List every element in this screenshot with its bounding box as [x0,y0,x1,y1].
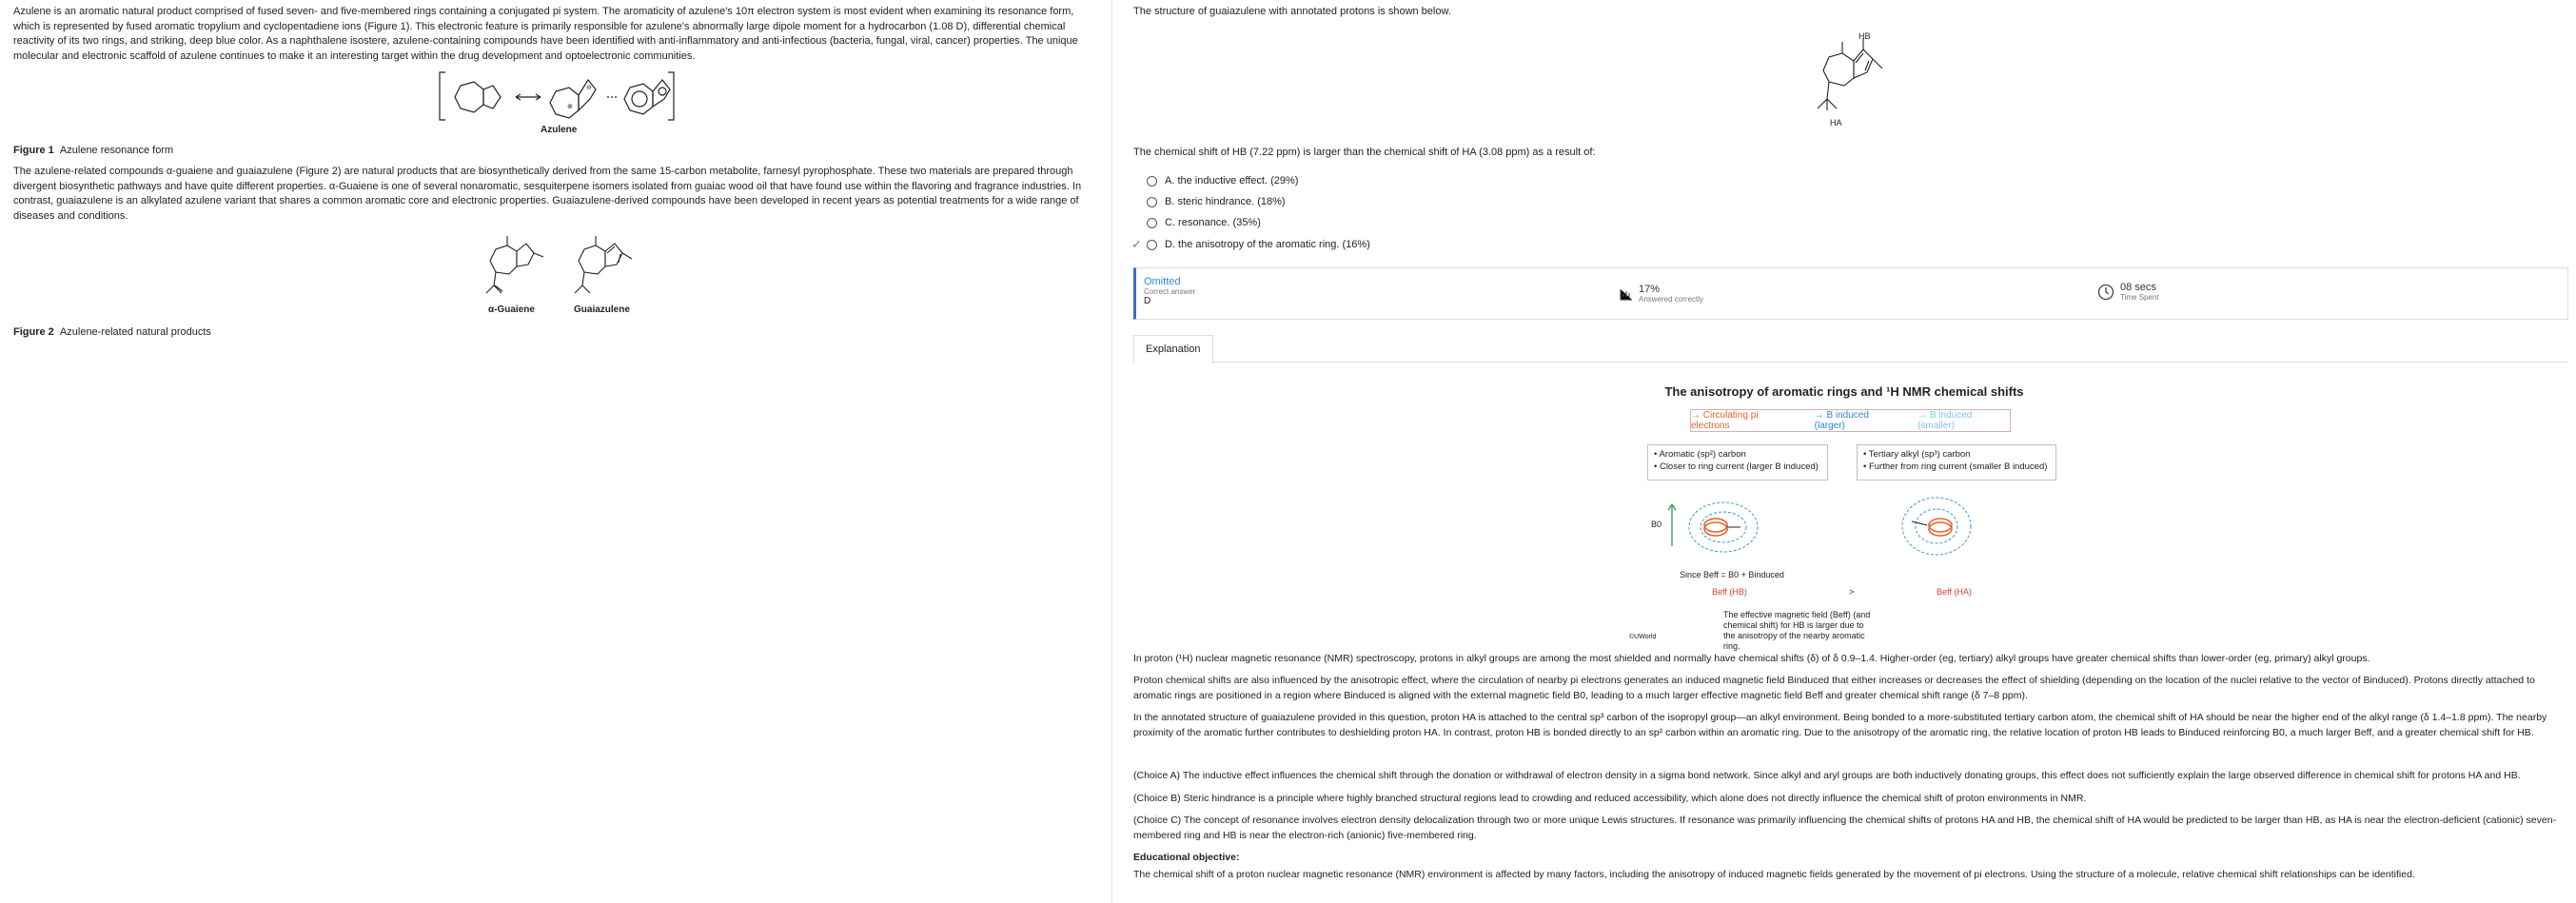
figure-legend [1690,409,2011,432]
choice-c-label: C. resonance. (35%) [1165,217,1261,228]
explanation-p1: In proton (¹H) nuclear magnetic resonance (NMR) spectroscopy, protons in alkyl groups are among the most shielded and normally have chemical shifts (δ) of δ 0.9–1.4. Higher-order (eg, tertiary) alkyl groups have greater chemical shifts than lower-order (eg, primary) alkyl groups. [1133,653,2370,664]
passage-para2: The azulene-related compounds α-guaiene and guaiazulene (Figure 2) are natural products that are biosynthetically derived from the same 15-carbon metabolite, farnesyl pyrophosphate. These two materials are prepared through divergent biosynthetic pathways and have quite different properties. α-Guaiene is one of several nonaromatic, sesquiterpene isomers isolated from guaiac wood oil that have found use within the flavoring and fragrance industries. In contrast, guaiazulene is an alkylated azulene variant that shares a common aromatic core and electronic properties. Guaiazulene-derived compounds have been developed in recent years as potential treatments for a wide range of diseases and conditions. [13,166,1082,222]
radio-c[interactable] [1147,218,1157,228]
alkyl-ring-current-diagram [1898,493,1975,559]
aromatic-ring-current-diagram [1685,499,1761,556]
choice-b-label: B. steric hindrance. (18%) [1165,196,1286,207]
box1-line2: • Closer to ring current (larger B induced) [1654,461,1819,472]
svg-text:⊕: ⊕ [567,104,573,110]
clock-icon [2097,284,2114,301]
choice-b-explanation: (Choice B) Steric hindrance is a principle where highly branched structural regions lead to crowding and reduced accessibility, which alone does not directly influence the chemical shift of proton environments in NMR. [1133,793,2087,804]
alpha-guaiene-label: α-Guaiene [488,304,535,315]
tab-bar [1133,335,2568,363]
radio-d[interactable] [1147,240,1157,250]
choice-c-explanation: (Choice C) The concept of resonance involves electron density delocalization through two or more unique Lewis structures. If resonance was primarily influencing the chemical shifts of protons HA and HB, the chemical shift of HA would be predicted to be larger than HB, as HA is near the electron-deficient (cationic) seven-membered ring and HB is near the electron-rich (anionic) five-membered ring. [1133,815,2557,841]
beff-hb: Beff (HB) [1712,587,1747,597]
choice-d[interactable] [1147,236,1370,253]
time-label: Time Spent [2120,293,2159,302]
figure-note: The effective magnetic field (Beff) (and chemical shift) for HB is larger due to the anisotropy of the nearby aromatic ring. [1723,610,1871,651]
correct-answer-label: Correct answer [1144,287,1196,296]
guaiazulene-annotated-structure [1804,27,1899,131]
choice-d-label: D. the anisotropy of the aromatic ring. (16%) [1165,239,1370,250]
time-value: 08 secs [2120,282,2156,293]
box2-line1: • Tertiary alkyl (sp³) carbon [1863,449,1971,460]
alkyl-box [1857,444,2056,481]
figure-title: The anisotropy of aromatic rings and ¹H NMR chemical shifts [1664,384,2024,399]
tab-explanation[interactable]: Explanation [1133,335,1213,363]
figure2-caption: Figure 2 Azulene-related natural products [13,326,211,338]
choice-c[interactable] [1147,214,1261,231]
alpha-guaiene-structure [481,234,547,301]
since-equation: Since Beff = B0 + Binduced [1680,570,1784,579]
legend-pi-electrons: → Circulating pi electrons [1691,410,1759,431]
explanation-p2: Proton chemical shifts are also influenced by the anisotropic effect, where the circulation of nearby pi electrons generates an induced magnetic field Binduced that either increases or decreases the effect of shielding (depending on the location of the nuclei relative to the vector of Binduced). Protons directly attached to aromatic rings are positioned in a region where Binduced is aligned with the external magnetic field B0, leading to a much larger effective magnetic field Beff and greater chemical shift range (δ 7–8 ppm). [1133,675,2535,701]
stem-intro: The structure of guaiazulene with annotated protons is shown below. [1133,6,1451,17]
question-stem: The chemical shift of HB (7.22 ppm) is larger than the chemical shift of HA (3.08 ppm) as a result of: [1133,147,1596,158]
time-stat [2097,282,2159,302]
hb-label: HB [1858,31,1871,41]
educational-objective-title: Educational objective: [1133,852,1240,863]
box2-line2: • Further from ring current (smaller B induced) [1863,461,2048,472]
legend-binduced-smaller: → B induced (smaller) [1917,410,1973,431]
choice-b[interactable] [1147,193,1286,210]
azulene-label: Azulene [541,125,578,135]
aromatic-box [1647,444,1828,481]
radio-b[interactable] [1147,197,1157,207]
guaiazulene-label: Guaiazulene [574,304,630,315]
legend-binduced-larger: → B induced (larger) [1814,410,1869,431]
b0-arrow [1662,501,1681,548]
box1-line1: • Aromatic (sp²) carbon [1654,449,1746,460]
guaiazulene-structure-left [569,234,636,301]
b0-label: B0 [1651,520,1662,529]
figure1-caption: Figure 1 Azulene resonance form [13,145,174,156]
greater-than: > [1849,587,1855,597]
svg-text:⊖: ⊖ [586,85,592,91]
choice-a-explanation: (Choice A) The inductive effect influences the chemical shift through the donation or withdrawal of electron density in a sigma bond network. Since alkyl and aryl groups are both inductively donating groups, this effect does not sufficiently explain the large observed difference in chemical shift for protons HA and HB. [1133,770,2521,781]
passage-intro: Azulene is an aromatic natural product comprised of fused seven- and five-membered rings containing a conjugated pi system. The aromaticity of azulene's 10π electron system is most evident when examining its resonance form, which is represented by fused aromatic tropylium and cyclopentadiene ions (Figure 1). This electronic feature is primarily responsible for azulene's abnormally large dipole moment for a hydrocarbon (1.08 D), differential chemical reactivity of its two rings, and striking, deep blue color. As a naphthalene isostere, azulene-containing compounds have been identified with anti-inflammatory and anti-infectious (bacteria, fungal, viral, cancer) properties. The unique molecular and electronic scaffold of azulene continues to make it an interesting target within the drug development and optoelectronic communities. [13,6,1078,62]
percent-label: Answered correctly [1639,295,1704,304]
radio-a[interactable] [1147,176,1157,186]
answer-stats-bar [1133,267,2568,320]
ha-label: HA [1830,118,1842,128]
percent-value: 17% [1639,284,1661,295]
bar-chart-icon [1620,287,1633,301]
status-text: Omitted [1144,276,1181,287]
copyright: ©UWorld [1629,634,1657,640]
explanation-p3: In the annotated structure of guaiazulene provided in this question, proton HA is attached to the central sp³ carbon of the isopropyl group—an alkyl environment. Being bonded to a more-substituted tertiary carbon atom, the chemical shift of HA should be near the higher end of the alkyl range (δ 1.4–1.8 ppm). The nearby proximity of the aromatic further contributes to deshielding proton HA. In contrast, proton HB is bonded directly to an sp² carbon within an aromatic ring. Due to the anisotropy of the aromatic ring, the relative location of proton HB leads to Binduced reinforcing B0, a much larger Beff, and a greater chemical shift for HB. [1133,712,2547,738]
educational-objective-text: The chemical shift of a proton nuclear magnetic resonance (NMR) environment is affected by many factors, including the anisotropy of induced magnetic fields generated by the movement of pi electrons. Using the structure of a molecule, relative chemical shift relationships can be identified. [1133,869,2415,880]
omitted-stat [1144,276,1195,306]
passage-panel [0,0,1111,903]
correct-answer-value: D [1144,296,1151,306]
percent-stat [1620,284,1703,304]
choice-a[interactable] [1147,172,1298,189]
choice-a-label: A. the inductive effect. (29%) [1165,175,1299,186]
beff-ha: Beff (HA) [1937,587,1972,597]
question-panel [1112,0,2576,903]
correct-check-icon: ✓ [1131,237,1142,251]
